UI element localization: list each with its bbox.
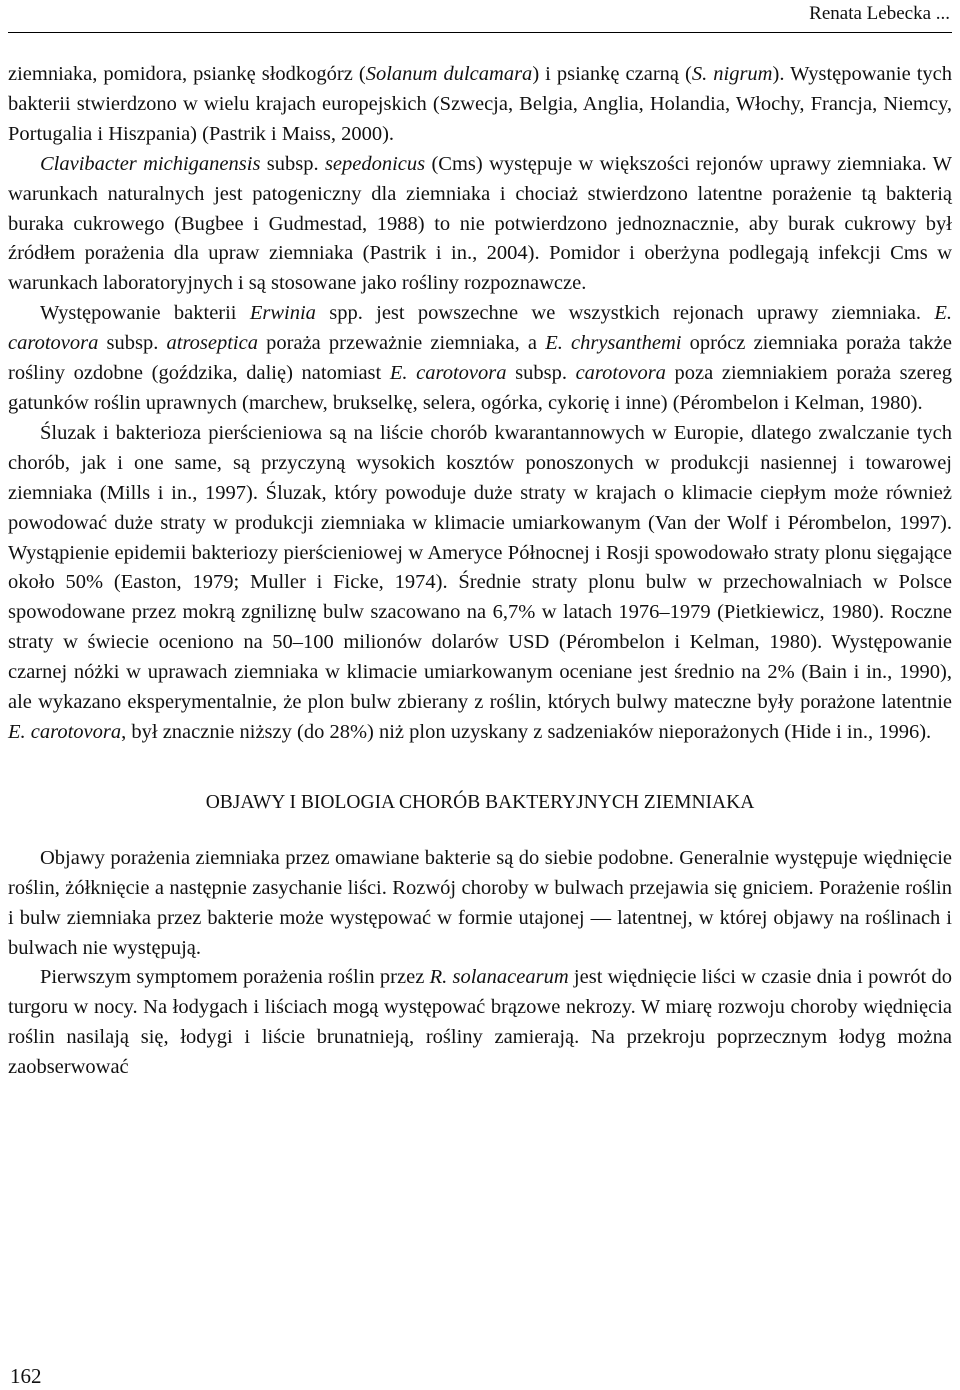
text-run: Występowanie bakterii — [40, 302, 250, 325]
text-run: ). Występowanie tych bakterii stwierdzono w wielu krajach europejskich (Szwecja, Belgia, Anglia, Holandia, Włochy, Francja, Niemcy, Portugalia i Hiszpania) (Pastrik i Maiss, 2000). — [8, 63, 953, 145]
italic-term: E. carotovora — [8, 720, 122, 743]
italic-term: E. chrysanthemi — [545, 332, 682, 355]
text-run: subsp. — [506, 362, 576, 385]
text-run: poza ziemniakiem poraża szereg gatunków roślin uprawnych (marchew, brukselkę, selera, ogórka, cykorię i inne) (Pérombelon i Kelman, 1980). — [8, 362, 952, 414]
text-run: jest więdnięcie liści w czasie dnia i powrót do turgoru w nocy. Na łodygach i liściach mogą występować brązowe nekrozy. W miarę rozwoju choroby więdnięcia roślin nasilają się, łodygi i liście brunatnieją, rośliny zamierają. Na przekroju poprzecznym łodyg można zaobserwować — [8, 966, 952, 1079]
paragraphs-after-heading — [8, 844, 952, 1083]
section-heading: OBJAWY I BIOLOGIA CHORÓB BAKTERYJNYCH ZIEMNIAKA — [205, 791, 755, 813]
text-run: poraża przeważnie ziemniaka, a — [257, 332, 546, 355]
body-paragraph — [8, 963, 952, 1083]
text-run: , był znacznie niższy (do 28%) niż plon uzyskany z sadzeniaków nieporażonych (Hide i in., 1996). — [121, 720, 932, 743]
text-run: (Cms) występuje w większości rejonów uprawy ziemniaka. W warunkach naturalnych jest patogeniczny dla ziemniaka i chociaż stwierdzono latentne porażenie tą bakterią buraka cukrowego (Bugbee i Gudmestad, 1988) to nie potwierdzono jednoznacznie, aby burak cukrowy był źródłem porażenia dla upraw ziemniaka (Pastrik i in., 2004). Pomidor i oberżyna podlegają infekcji Cms w warunkach laboratoryjnych i są stosowane jako rośliny rozpoznawcze. — [8, 152, 952, 295]
header-rule — [8, 32, 952, 33]
italic-term: Solanum dulcamara — [365, 63, 533, 85]
body-paragraph — [8, 150, 952, 300]
text-run: Objawy porażenia ziemniaka przez omawiane bakterie są do siebie podobne. Generalnie występuje więdnięcie roślin, żółknięcie a następnie zasychanie liści. Rozwój choroby w bulwach przejawia się gniciem. Porażenie roślin i bulw ziemniaka przez bakterie może występować w formie utajonej — latentnej, w której objawy na roślinach i bulwach nie występują. — [8, 846, 952, 959]
italic-term: Erwinia — [249, 302, 316, 325]
italic-term: E. carotovora — [8, 302, 952, 355]
text-run: Pierwszym symptomem porażenia roślin przez — [40, 966, 430, 989]
body-paragraph — [8, 419, 952, 748]
body-paragraph — [8, 60, 952, 150]
text-run: oprócz ziemniaka poraża także rośliny ozdobne (goździka, dalię) natomiast — [8, 332, 952, 385]
italic-term: S. nigrum — [691, 63, 773, 85]
body-paragraph — [8, 299, 952, 419]
italic-term: sepedonicus — [324, 152, 426, 175]
text-run: subsp. — [98, 332, 167, 355]
text-run: subsp. — [260, 152, 325, 175]
italic-term: E. carotovora — [389, 362, 507, 385]
page-number: 162 — [10, 1364, 42, 1388]
italic-term: R. solanacearum — [429, 966, 569, 989]
paragraphs-before-heading — [8, 60, 952, 748]
text-run: Śluzak i bakterioza pierścieniowa są na liście chorób kwarantannowych w Europie, dlatego zwalczanie tych chorób, jak i one same, są przyczyną wysokich kosztów ponoszonych w produkcji nasiennej i towarowej ziemniaka (Mills i in., 1997). Śluzak, który powoduje duże straty w krajach o klimacie ciepłym może również powodować duże straty w produkcji ziemniaka w klimacie umiarkowanym (Van der Wolf i Pérombelon, 1997). Wystąpienie epidemii bakteriozy pierścieniowej w Ameryce Północnej i Rosji spowodowało straty plonu sięgające około 50% (Easton, 1979; Muller i Ficke, 1974). Średnie straty plonu bulw w przechowalniach w Polsce spowodowane przez mokrą zgniliznę bulw szacowano na 6,7% w latach 1976–1979 (Pietkiewicz, 1980). Roczne straty w świecie oceniono na 50–100 milionów dolarów USD (Pérombelon i Kelman, 1980). Występowanie czarnej nóżki w uprawach ziemniaka w klimacie umiarkowanym oceniane jest średnio na 2% (Bain i in., 1990), ale wykazano eksperymentalnie, że plon bulw zbierany z roślin, których bulwy mateczne były porażone latentnie — [8, 421, 952, 714]
italic-term: carotovora — [575, 362, 666, 385]
body-paragraph — [8, 844, 952, 964]
running-header: Renata Lebecka ... — [809, 3, 950, 24]
page-body — [8, 60, 952, 1083]
italic-term: Clavibacter michiganensis — [40, 152, 261, 175]
text-run: spp. jest powszechne we wszystkich rejonach uprawy ziemniaka. — [315, 302, 935, 325]
italic-term: atroseptica — [166, 332, 258, 355]
text-run: ) i psiankę czarną ( — [532, 63, 692, 85]
text-run: ziemniaka, pomidora, psiankę słodkogórz ( — [8, 63, 366, 85]
